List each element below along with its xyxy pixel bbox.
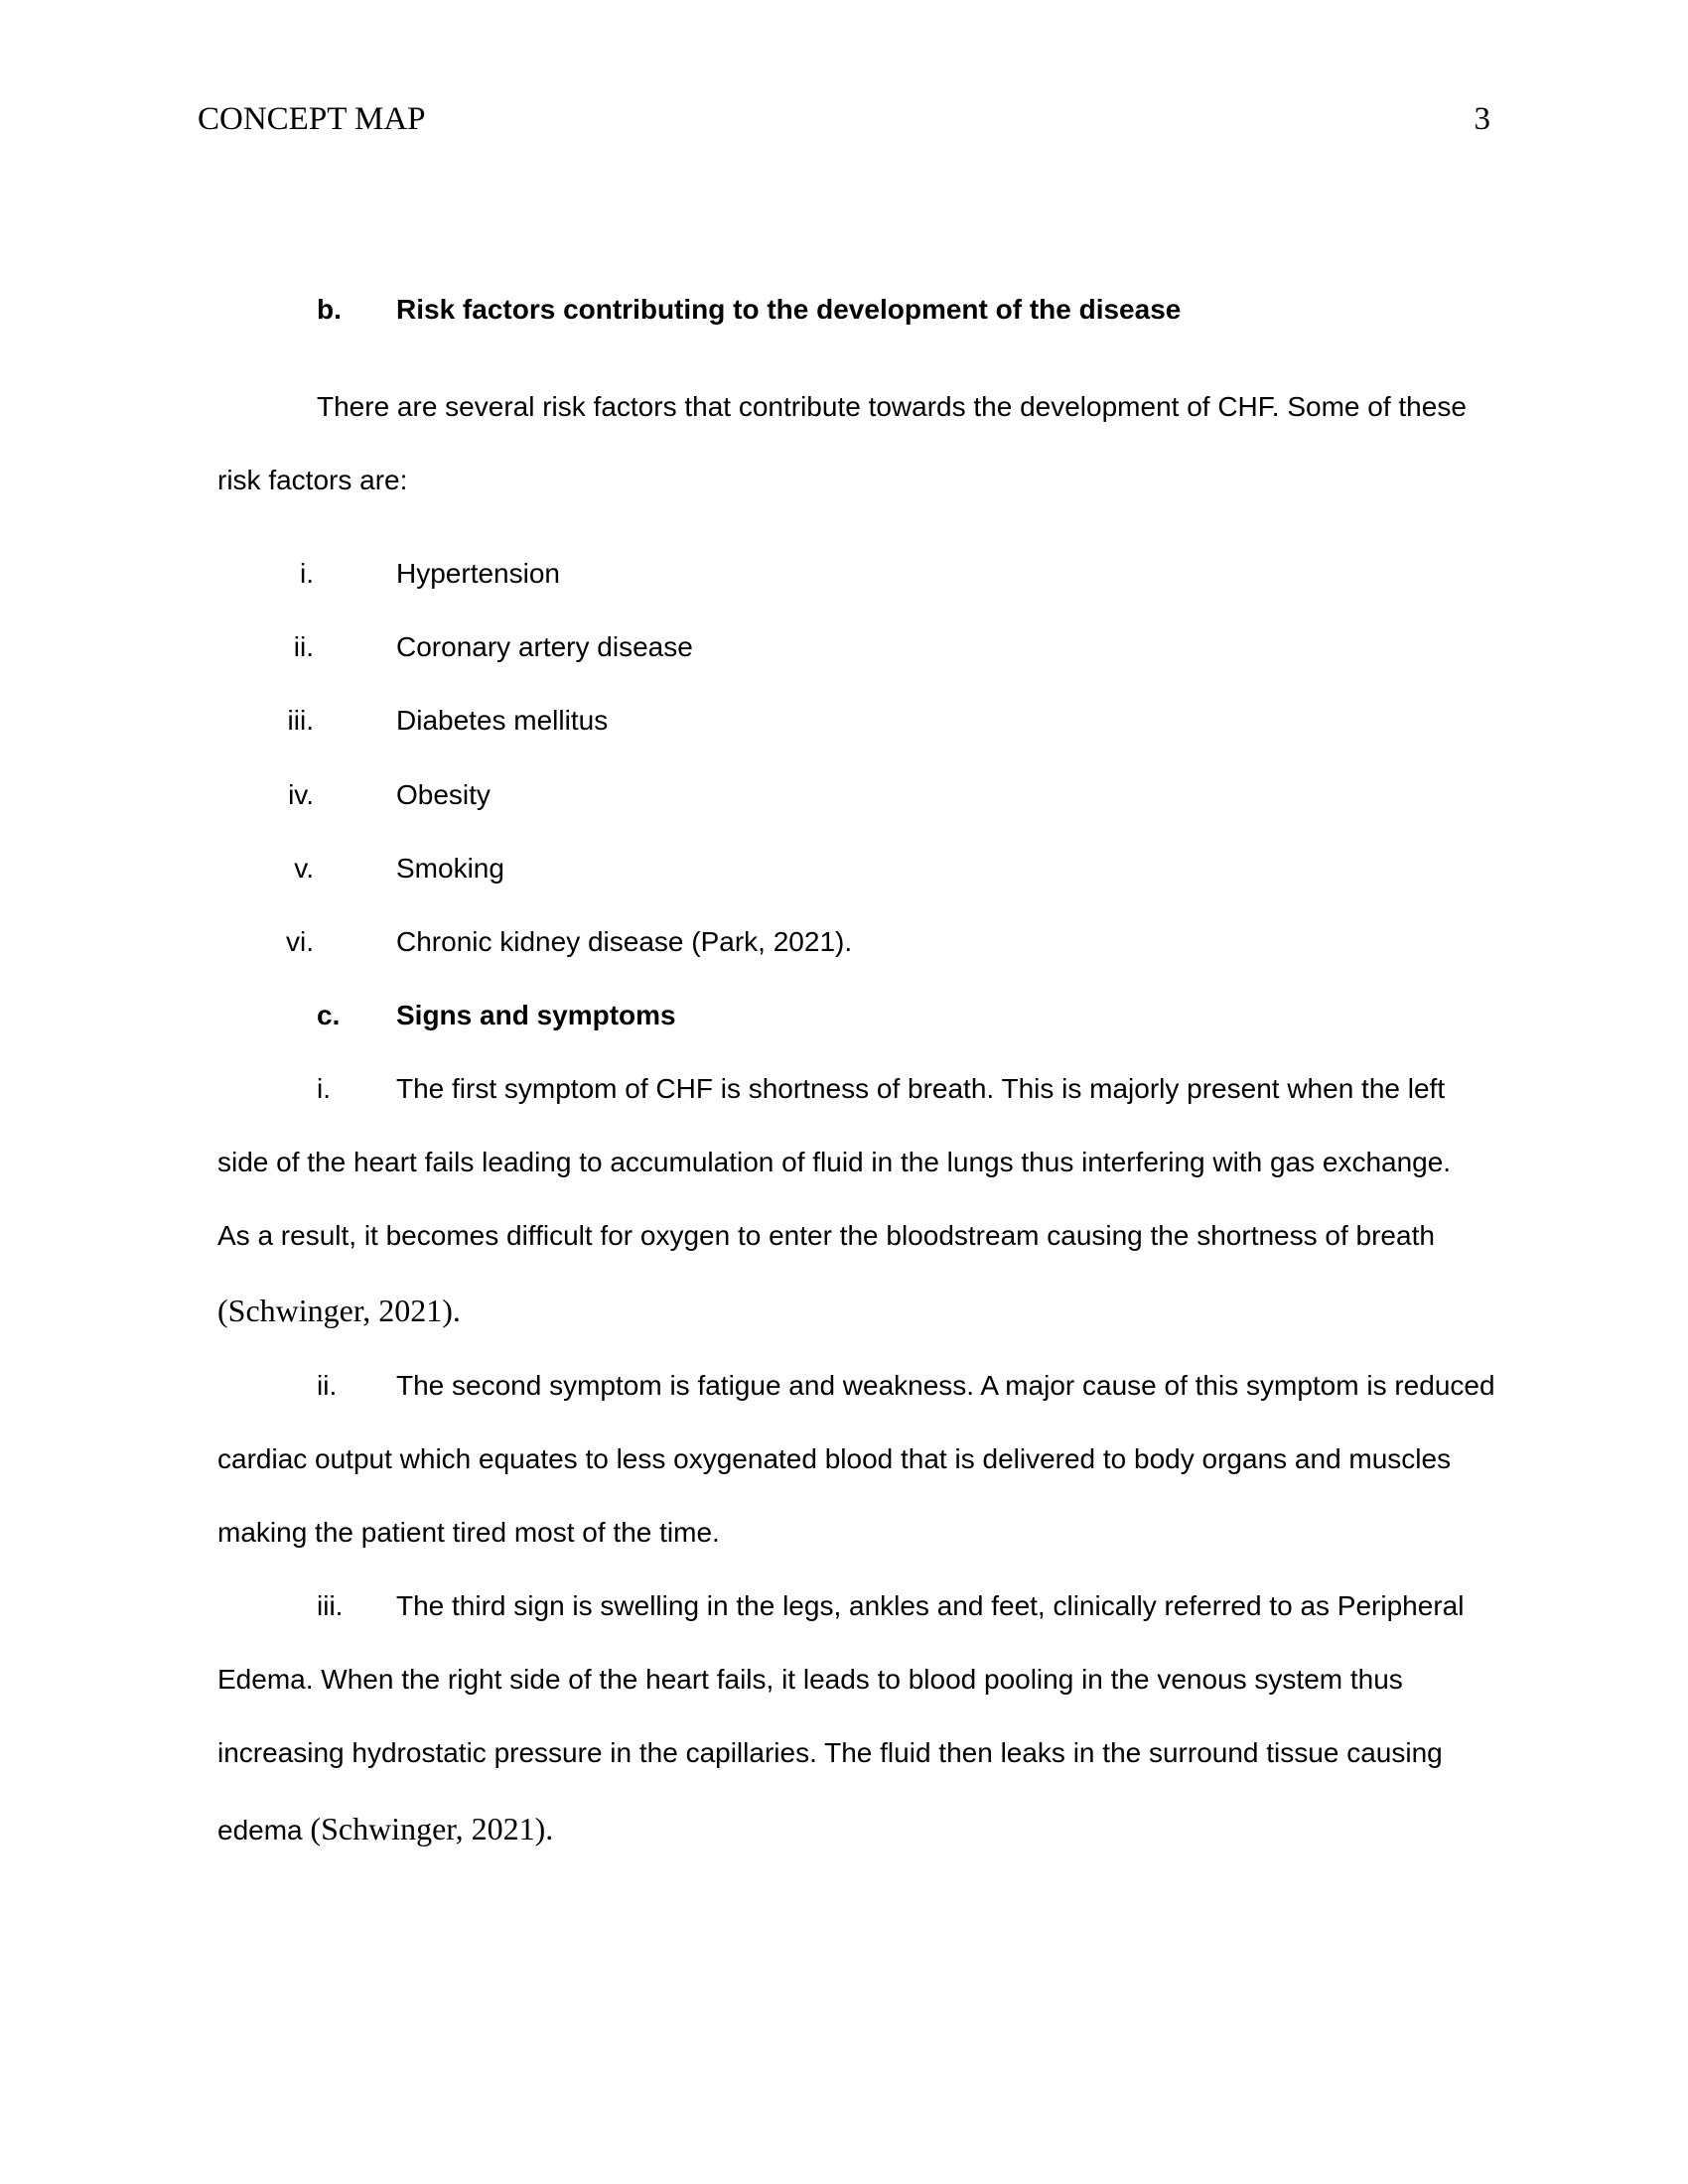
list-item: Smoking [396, 853, 504, 884]
list-item-number: ii. [293, 631, 314, 662]
paragraph-line: As a result, it becomes difficult for oxygen to enter the bloodstream causing the shortness of breath [217, 1220, 1435, 1251]
list-item-number: i. [300, 558, 314, 589]
paragraph-line: increasing hydrostatic pressure in the capillaries. The fluid then leaks in the surround tissue causing [217, 1737, 1443, 1768]
list-item: Obesity [396, 779, 491, 810]
citation: (Schwinger, 2021). [310, 1811, 554, 1846]
paragraph-line: making the patient tired most of the time. [217, 1517, 720, 1548]
paragraph-number: ii. [317, 1370, 338, 1401]
intro-line-2: risk factors are: [217, 465, 408, 495]
section-b-heading: Risk factors contributing to the development of the disease [396, 294, 1182, 325]
paragraph-line: cardiac output which equates to less oxygenated blood that is delivered to body organs and muscles [217, 1443, 1452, 1474]
paragraph-text: edema [217, 1815, 311, 1845]
paragraph-line: The second symptom is fatigue and weakness. A major cause of this symptom is reduced [396, 1370, 1495, 1401]
list-item: Coronary artery disease [396, 631, 693, 662]
paragraph-line: side of the heart fails leading to accumulation of fluid in the lungs thus interfering with gas exchange. [217, 1147, 1452, 1177]
paragraph-line: The third sign is swelling in the legs, ankles and feet, clinically referred to as Peripheral [396, 1590, 1465, 1621]
list-item-number: iv. [288, 779, 314, 810]
citation: (Schwinger, 2021). [217, 1293, 461, 1328]
running-head: CONCEPT MAP [198, 101, 426, 137]
intro-line-1: There are several risk factors that contribute towards the development of CHF. Some of these [317, 391, 1467, 422]
paragraph-number: iii. [317, 1590, 344, 1621]
list-item: Hypertension [396, 558, 560, 589]
paragraph-line [217, 1807, 1508, 1852]
list-item-number: v. [294, 853, 314, 884]
page-number: 3 [1474, 101, 1490, 137]
section-c-letter: c. [317, 1000, 341, 1030]
list-item-number: iii. [287, 705, 314, 736]
section-b-letter: b. [317, 294, 342, 325]
list-item: Diabetes mellitus [396, 705, 609, 736]
list-item: Chronic kidney disease (Park, 2021). [396, 926, 853, 957]
section-c-heading: Signs and symptoms [396, 1000, 676, 1030]
list-item-number: vi. [286, 926, 314, 957]
paragraph-number: i. [317, 1073, 331, 1104]
paragraph-line: Edema. When the right side of the heart fails, it leads to blood pooling in the venous system thus [217, 1664, 1403, 1695]
paragraph-line: The first symptom of CHF is shortness of breath. This is majorly present when the left [396, 1073, 1446, 1104]
